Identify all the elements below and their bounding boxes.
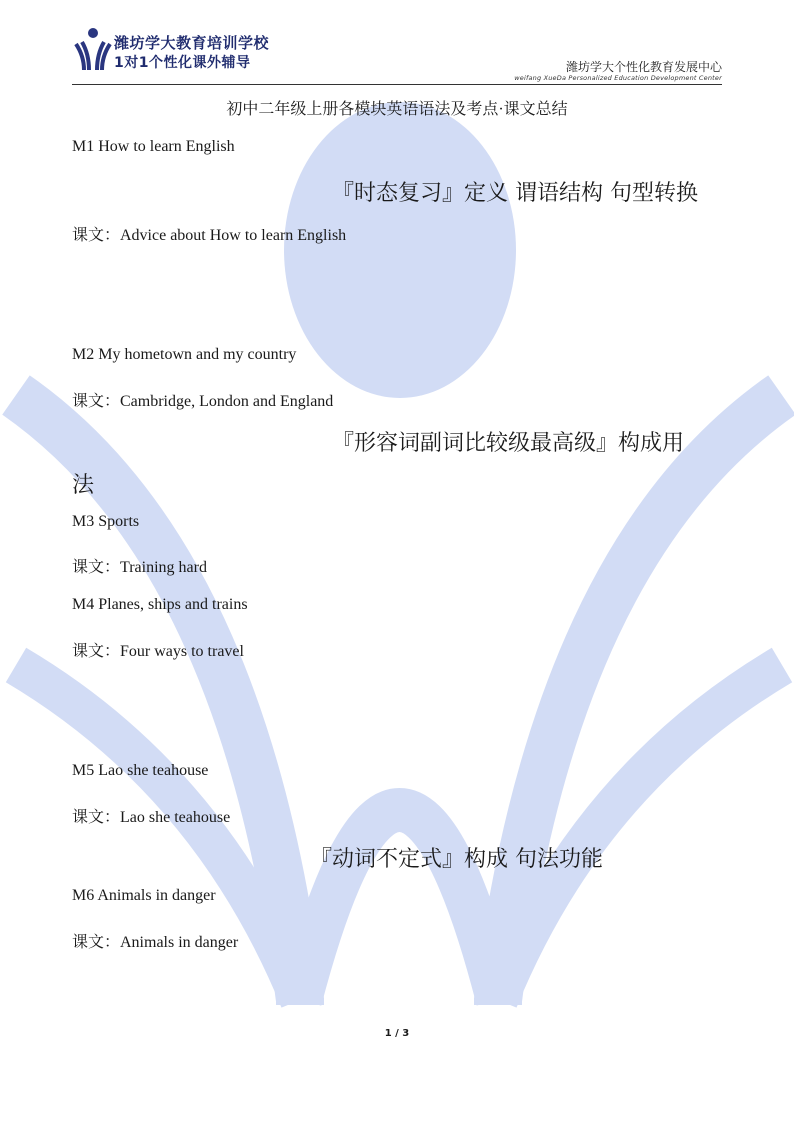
- grammar-heading: 『形容词副词比较级最高级』构成用: [332, 431, 685, 456]
- module-heading: M4 Planes, ships and trains: [72, 596, 248, 613]
- module-heading: M1 How to learn English: [72, 138, 235, 155]
- module-heading: M3 Sports: [72, 513, 140, 530]
- center-name-cn: 潍坊学大个性化教育发展中心: [565, 60, 722, 74]
- grammar-heading: 『动词不定式』构成 句法功能: [310, 847, 603, 872]
- module-heading: M5 Lao she teahouse: [72, 762, 209, 779]
- lesson-text: 课文：Cambridge, London and England: [72, 393, 334, 410]
- lesson-text: 课文：Training hard: [72, 559, 207, 576]
- lesson-text: 课文：Four ways to travel: [72, 643, 244, 660]
- lesson-text: 课文：Advice about How to learn English: [72, 227, 347, 244]
- document-title: 初中二年级上册各模块英语语法及考点·课文总结: [226, 101, 568, 118]
- header-divider: [72, 84, 722, 85]
- school-slogan: 1对1个性化课外辅导: [114, 55, 251, 71]
- lesson-text: 课文：Animals in danger: [72, 934, 239, 951]
- grammar-heading: 『时态复习』定义 谓语结构 句型转换: [332, 181, 698, 206]
- page-number: 1 / 3: [384, 1028, 410, 1039]
- center-name-en: weifang XueDa Personalized Education Development Center: [514, 74, 722, 82]
- school-name: 潍坊学大教育培训学校: [114, 34, 270, 52]
- school-logo: [72, 26, 272, 76]
- school-logo-icon: [72, 26, 112, 72]
- grammar-heading-continued: 法: [72, 473, 95, 498]
- module-heading: M2 My hometown and my country: [72, 346, 297, 363]
- lesson-text: 课文：Lao she teahouse: [72, 809, 231, 826]
- module-heading: M6 Animals in danger: [72, 887, 216, 904]
